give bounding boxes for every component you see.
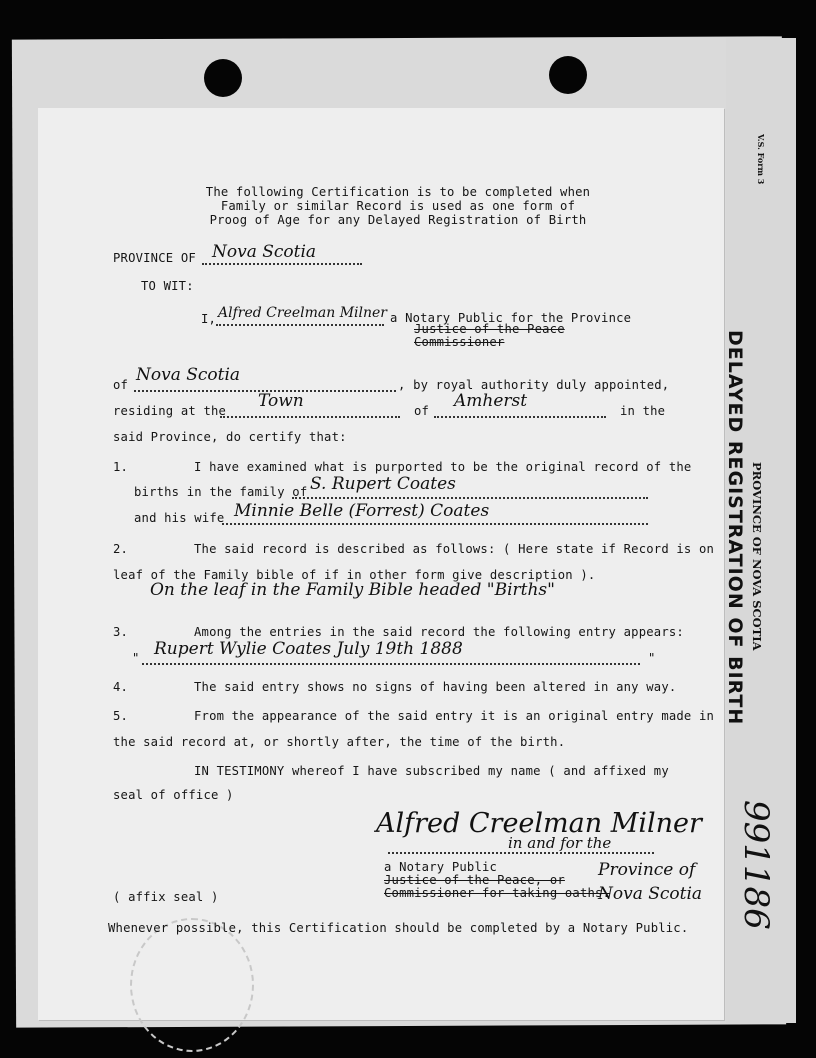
item-1-text: I have examined what is purported to be the original record of the <box>194 460 692 474</box>
mother-dots <box>222 523 648 525</box>
testimony-line-2: seal of office ) <box>113 788 234 802</box>
residing-city: Amherst <box>454 391 528 411</box>
registration-number: 991186 <box>736 800 776 930</box>
form-number: V.S. Form 3 <box>756 134 766 185</box>
justice-role: Justice of the Peace <box>414 322 565 336</box>
residing-town: Town <box>258 391 304 411</box>
record-description: On the leaf in the Family Bible headed "Births" <box>150 580 555 600</box>
item-5-number: 5. <box>113 709 129 723</box>
sig-handwritten-3: Nova Scotia <box>598 884 703 904</box>
residing-dots-1 <box>220 416 400 418</box>
birth-entry: Rupert Wylie Coates July 19th 1888 <box>154 639 463 659</box>
item-5-text: From the appearance of the said entry it is an original entry made in <box>194 709 715 723</box>
certification-form <box>38 108 724 1020</box>
residing-label: residing at the <box>113 404 227 418</box>
of-label: of <box>113 378 129 392</box>
embossed-seal <box>130 918 254 1052</box>
testimony-line-1: IN TESTIMONY whereof I have subscribed my name ( and affixed my <box>194 764 669 778</box>
sig-justice-role: Justice of the Peace, or <box>384 873 565 887</box>
signature-dots <box>388 852 654 854</box>
punch-hole-left <box>204 59 242 97</box>
entry-close-quote: " <box>648 651 656 665</box>
notary-prefix: I, <box>201 312 217 326</box>
header-line-3: Proog of Age for any Delayed Registration of Birth <box>209 213 587 227</box>
item-3-number: 3. <box>113 625 129 639</box>
residing-suffix: in the <box>620 404 666 418</box>
certify-line: said Province, do certify that: <box>113 430 347 444</box>
residing-of: of <box>414 404 430 418</box>
notary-name: Alfred Creelman Milner <box>218 305 387 321</box>
province-dots <box>202 263 362 265</box>
item-3-text: Among the entries in the said record the following entry appears: <box>194 625 684 639</box>
notary-dots <box>216 324 384 326</box>
item-4-number: 4. <box>113 680 129 694</box>
residing-dots-2 <box>434 416 606 418</box>
punch-hole-right <box>549 56 587 94</box>
province-value: Nova Scotia <box>212 242 317 262</box>
header-line-1: The following Certification is to be completed when <box>205 185 591 199</box>
sig-handwritten-1: in and for the <box>508 834 612 852</box>
affix-seal-label: ( affix seal ) <box>113 890 219 904</box>
item-2-text: The said record is described as follows: ( Here state if Record is on <box>194 542 715 556</box>
sig-handwritten-2: Province of <box>598 860 696 880</box>
father-dots <box>292 497 648 499</box>
commissioner-role: Commissioner <box>414 335 505 349</box>
wife-label: and his wife <box>134 511 225 525</box>
item-2-text-2: leaf of the Family bible of if in other form give description ). <box>113 568 596 582</box>
entry-open-quote: " <box>132 651 140 665</box>
footer-note: Whenever possible, this Certification should be completed by a Notary Public. <box>108 921 689 935</box>
notary-signature: Alfred Creelman Milner <box>376 808 702 839</box>
header-line-2: Family or similar Record is used as one form of <box>220 199 576 213</box>
mother-name: Minnie Belle (Forrest) Coates <box>234 501 490 521</box>
sig-commissioner-role: Commissioner for taking oaths. <box>384 886 611 900</box>
father-name: S. Rupert Coates <box>310 474 456 494</box>
notary-role: a Notary Public for the Province <box>390 311 632 325</box>
item-5-text-2: the said record at, or shortly after, the time of the birth. <box>113 735 566 749</box>
item-1-number: 1. <box>113 460 129 474</box>
sig-notary-role: a Notary Public <box>384 860 498 874</box>
to-wit-label: TO WIT: <box>141 279 194 293</box>
form-title: DELAYED REGISTRATION OF BIRTH <box>724 330 746 726</box>
item-2-number: 2. <box>113 542 129 556</box>
province-label: PROVINCE OF <box>113 251 196 265</box>
of-suffix: , by royal authority duly appointed, <box>398 378 670 392</box>
item-4-text: The said entry shows no signs of having been altered in any way. <box>194 680 677 694</box>
province-heading: PROVINCE OF NOVA SCOTIA <box>750 462 764 651</box>
of-value: Nova Scotia <box>136 365 241 385</box>
entry-dots <box>142 663 640 665</box>
births-label: births in the family of <box>134 485 308 499</box>
